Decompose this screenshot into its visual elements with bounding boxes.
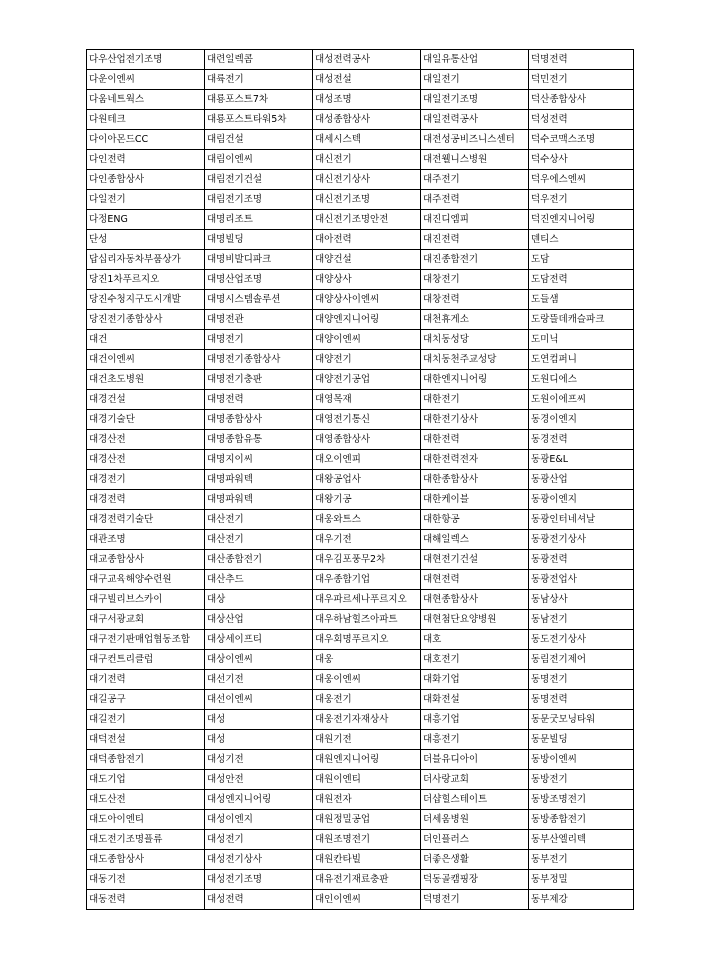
table-row — [87, 250, 634, 270]
table-cell: 답십리자동차부품상가 — [87, 250, 205, 270]
table-cell: 도원디에스 — [529, 370, 634, 390]
table-cell: 대우파르세나푸르지오 — [313, 590, 421, 610]
table-cell: 대천휴게소 — [421, 310, 529, 330]
table-row — [87, 330, 634, 350]
table-cell: 덕성전력 — [529, 110, 634, 130]
table-cell: 대교종합상사 — [87, 550, 205, 570]
table-cell: 대진디엠피 — [421, 210, 529, 230]
table-cell: 대치동천주교성당 — [421, 350, 529, 370]
table-cell: 동문빌딩 — [529, 730, 634, 750]
table-cell: 대건초도병원 — [87, 370, 205, 390]
table-cell: 더샵힐스테이트 — [421, 790, 529, 810]
table-cell: 동광이엔지 — [529, 490, 634, 510]
table-cell: 동광인터네셔날 — [529, 510, 634, 530]
table-cell: 대명산업조명 — [205, 270, 313, 290]
table-cell: 동부산엘리텍 — [529, 830, 634, 850]
table-cell: 대한전기상사 — [421, 410, 529, 430]
table-row — [87, 490, 634, 510]
table-cell: 대양상사이엔씨 — [313, 290, 421, 310]
table-cell: 대원기전 — [313, 730, 421, 750]
table-cell: 대유전기재료충판 — [313, 870, 421, 890]
table-cell: 대오이엔피 — [313, 450, 421, 470]
table-row — [87, 850, 634, 870]
table-cell: 대산추드 — [205, 570, 313, 590]
table-cell: 다움네트웍스 — [87, 90, 205, 110]
table-cell: 대아전력 — [313, 230, 421, 250]
table-row — [87, 350, 634, 370]
table-cell: 동남전기 — [529, 610, 634, 630]
table-cell: 대건이엔씨 — [87, 350, 205, 370]
table-cell: 대명시스템솔루션 — [205, 290, 313, 310]
table-cell: 다운이엔씨 — [87, 70, 205, 90]
table-row — [87, 750, 634, 770]
table-cell: 대우종합기업 — [313, 570, 421, 590]
table-cell: 대웅와트스 — [313, 510, 421, 530]
table-cell: 대덕종합전기 — [87, 750, 205, 770]
table-cell: 대양건설 — [313, 250, 421, 270]
table-row — [87, 670, 634, 690]
table-cell: 대웅 — [313, 650, 421, 670]
table-row — [87, 270, 634, 290]
table-cell: 대림전기조명 — [205, 190, 313, 210]
table-cell: 다인종합상사 — [87, 170, 205, 190]
table-cell: 동광전기상사 — [529, 530, 634, 550]
table-cell: 대룡포스트7차 — [205, 90, 313, 110]
table-cell: 대성전기 — [205, 830, 313, 850]
table-cell: 도들샘 — [529, 290, 634, 310]
table-cell: 동부정밀 — [529, 870, 634, 890]
table-cell: 대명전관 — [205, 310, 313, 330]
table-cell: 대화전설 — [421, 690, 529, 710]
table-cell: 대창전력 — [421, 290, 529, 310]
table-cell: 대양이엔씨 — [313, 330, 421, 350]
table-cell: 도원이에프씨 — [529, 390, 634, 410]
table-row — [87, 390, 634, 410]
table-row — [87, 710, 634, 730]
table-row — [87, 370, 634, 390]
table-cell: 대호전기 — [421, 650, 529, 670]
table-cell: 대구전기판매업협동조합 — [87, 630, 205, 650]
table-cell: 도담전력 — [529, 270, 634, 290]
table-cell: 대명전력 — [205, 390, 313, 410]
table-cell: 대상세이프티 — [205, 630, 313, 650]
table-row — [87, 730, 634, 750]
table-cell: 도미닉 — [529, 330, 634, 350]
table-cell: 동부전기 — [529, 850, 634, 870]
table-cell: 대우김포풍무2차 — [313, 550, 421, 570]
table-cell: 대주전기 — [421, 170, 529, 190]
table-cell: 대명종합상사 — [205, 410, 313, 430]
table-cell: 대경기술단 — [87, 410, 205, 430]
table-cell: 대도산전 — [87, 790, 205, 810]
table-cell: 대원엔지니어링 — [313, 750, 421, 770]
table-cell: 덕수코맥스조명 — [529, 130, 634, 150]
table-cell: 대양상사 — [313, 270, 421, 290]
table-cell: 동광전업사 — [529, 570, 634, 590]
table-row — [87, 90, 634, 110]
table-cell: 대관조명 — [87, 530, 205, 550]
table-cell: 대경전력 — [87, 490, 205, 510]
table-cell: 대주전력 — [421, 190, 529, 210]
table-cell: 대명파워텍 — [205, 490, 313, 510]
table-cell: 대성안전 — [205, 770, 313, 790]
table-cell: 대명리조트 — [205, 210, 313, 230]
table-cell: 대웅이엔씨 — [313, 670, 421, 690]
table-cell: 대선이엔씨 — [205, 690, 313, 710]
table-cell: 대련일렉콤 — [205, 50, 313, 70]
table-row — [87, 150, 634, 170]
table-row — [87, 310, 634, 330]
table-cell: 더좋은생활 — [421, 850, 529, 870]
table-cell: 대왕공업사 — [313, 470, 421, 490]
table-cell: 대길공구 — [87, 690, 205, 710]
table-row — [87, 690, 634, 710]
table-row — [87, 170, 634, 190]
table-cell: 다이아몬드CC — [87, 130, 205, 150]
company-table — [86, 49, 634, 910]
table-cell: 대한엔지니어링 — [421, 370, 529, 390]
table-cell: 대건 — [87, 330, 205, 350]
table-row — [87, 230, 634, 250]
table-cell: 대구교육해양수련원 — [87, 570, 205, 590]
table-row — [87, 190, 634, 210]
table-cell: 대상 — [205, 590, 313, 610]
table-cell: 동문굿모닝타워 — [529, 710, 634, 730]
table-cell: 대구서광교회 — [87, 610, 205, 630]
table-row — [87, 590, 634, 610]
table-cell: 동방전기 — [529, 770, 634, 790]
table-cell: 대동전력 — [87, 890, 205, 910]
table-cell: 다원테크 — [87, 110, 205, 130]
table-row — [87, 110, 634, 130]
table-cell: 더세움병원 — [421, 810, 529, 830]
table-cell: 대명비발디파크 — [205, 250, 313, 270]
table-cell: 대도아이엔티 — [87, 810, 205, 830]
table-cell: 동광산업 — [529, 470, 634, 490]
table-cell: 더인플러스 — [421, 830, 529, 850]
table-cell: 덕우에스엔씨 — [529, 170, 634, 190]
table-row — [87, 830, 634, 850]
table-cell: 대현전기건설 — [421, 550, 529, 570]
table-cell: 대성엔지니어링 — [205, 790, 313, 810]
table-cell: 더블유디아이 — [421, 750, 529, 770]
table-cell: 당진1차푸르지오 — [87, 270, 205, 290]
table-cell: 대우회명푸르지오 — [313, 630, 421, 650]
table-cell: 동경이엔지 — [529, 410, 634, 430]
table-cell: 대화기업 — [421, 670, 529, 690]
table-cell: 다정ENG — [87, 210, 205, 230]
table-cell: 대구컨트리클럽 — [87, 650, 205, 670]
table-cell: 대한전력전자 — [421, 450, 529, 470]
table-cell: 대신전기조명 — [313, 190, 421, 210]
table-cell: 대도종합상사 — [87, 850, 205, 870]
table-cell: 대현종합상사 — [421, 590, 529, 610]
table-cell: 덕민전기 — [529, 70, 634, 90]
table-cell: 동경전력 — [529, 430, 634, 450]
table-cell: 대성전기상사 — [205, 850, 313, 870]
table-cell: 대성이엔지 — [205, 810, 313, 830]
table-row — [87, 290, 634, 310]
table-cell: 단성 — [87, 230, 205, 250]
table-cell: 다인전력 — [87, 150, 205, 170]
table-cell: 덕명전력 — [529, 50, 634, 70]
table-row — [87, 890, 634, 910]
table-cell: 대산종합전기 — [205, 550, 313, 570]
table-row — [87, 870, 634, 890]
table-cell: 대구빌리브스카이 — [87, 590, 205, 610]
table-cell: 대왕기공 — [313, 490, 421, 510]
table-cell: 대세시스텍 — [313, 130, 421, 150]
table-cell: 대상산업 — [205, 610, 313, 630]
table-cell: 도연컴퍼니 — [529, 350, 634, 370]
table-cell: 대우기전 — [313, 530, 421, 550]
table-cell: 대인이엔씨 — [313, 890, 421, 910]
table-cell: 대성기전 — [205, 750, 313, 770]
table-cell: 대성종합상사 — [313, 110, 421, 130]
table-cell: 대기전력 — [87, 670, 205, 690]
table-cell: 대림이엔씨 — [205, 150, 313, 170]
table-cell: 대룡포스트타워5차 — [205, 110, 313, 130]
table-cell: 대명파워텍 — [205, 470, 313, 490]
table-cell: 대치동성당 — [421, 330, 529, 350]
table-row — [87, 550, 634, 570]
table-row — [87, 450, 634, 470]
table-cell: 대명전기종합상사 — [205, 350, 313, 370]
table-cell: 대명전기 — [205, 330, 313, 350]
table-cell: 동부제강 — [529, 890, 634, 910]
table-cell: 대도기업 — [87, 770, 205, 790]
table-cell: 대신전기조명안전 — [313, 210, 421, 230]
table-cell: 대영종합상사 — [313, 430, 421, 450]
table-row — [87, 790, 634, 810]
table-cell: 대원조명전기 — [313, 830, 421, 850]
table-cell: 동광전력 — [529, 550, 634, 570]
table-cell: 대림전기건설 — [205, 170, 313, 190]
table-cell: 대신전기상사 — [313, 170, 421, 190]
table-cell: 대영전기통신 — [313, 410, 421, 430]
table-row — [87, 70, 634, 90]
table-cell: 대진종합전기 — [421, 250, 529, 270]
table-cell: 대호 — [421, 630, 529, 650]
table-cell: 대신전기 — [313, 150, 421, 170]
table-cell: 대흥전기 — [421, 730, 529, 750]
table-cell: 동방이엔씨 — [529, 750, 634, 770]
table-cell: 동방종합전기 — [529, 810, 634, 830]
table-cell: 동방조명전기 — [529, 790, 634, 810]
table-row — [87, 570, 634, 590]
table-cell: 덴티스 — [529, 230, 634, 250]
table-cell: 대상이엔씨 — [205, 650, 313, 670]
table-cell: 대창전기 — [421, 270, 529, 290]
table-cell: 대명지이씨 — [205, 450, 313, 470]
table-cell: 대륙전기 — [205, 70, 313, 90]
table-cell: 덕우전기 — [529, 190, 634, 210]
table-cell: 대전웰니스병원 — [421, 150, 529, 170]
table-cell: 대우하남힐즈아파트 — [313, 610, 421, 630]
table-cell: 대성전설 — [313, 70, 421, 90]
table-row — [87, 510, 634, 530]
table-row — [87, 210, 634, 230]
table-cell: 대한전력 — [421, 430, 529, 450]
table-cell: 동광E&L — [529, 450, 634, 470]
table-cell: 대경산전 — [87, 450, 205, 470]
table-row — [87, 50, 634, 70]
table-cell: 대경산전 — [87, 430, 205, 450]
table-row — [87, 410, 634, 430]
table-row — [87, 610, 634, 630]
table-cell: 대성 — [205, 710, 313, 730]
table-cell: 대진전력 — [421, 230, 529, 250]
table-cell: 대한종합상사 — [421, 470, 529, 490]
table-cell: 대성 — [205, 730, 313, 750]
table-cell: 대웅전기자재상사 — [313, 710, 421, 730]
table-cell: 대해일렉스 — [421, 530, 529, 550]
table-row — [87, 130, 634, 150]
table-row — [87, 650, 634, 670]
table-cell: 대산전기 — [205, 510, 313, 530]
table-cell: 대명전기충판 — [205, 370, 313, 390]
table-cell: 동명전력 — [529, 690, 634, 710]
table-cell: 대양전기공업 — [313, 370, 421, 390]
table-cell: 대원전자 — [313, 790, 421, 810]
table-cell: 덕동골캠핑장 — [421, 870, 529, 890]
table-cell: 더사랑교회 — [421, 770, 529, 790]
table-cell: 대전성공비즈니스센터 — [421, 130, 529, 150]
table-cell: 대동기전 — [87, 870, 205, 890]
table-cell: 대성전력 — [205, 890, 313, 910]
table-cell: 대원칸타빌 — [313, 850, 421, 870]
table-cell: 덕진엔지니어링 — [529, 210, 634, 230]
table-row — [87, 810, 634, 830]
table-cell: 도랑뜰데캐슬파크 — [529, 310, 634, 330]
table-cell: 동림전기제어 — [529, 650, 634, 670]
table-cell: 대성전기조명 — [205, 870, 313, 890]
table-cell: 대흥기업 — [421, 710, 529, 730]
table-row — [87, 530, 634, 550]
table-cell: 동명전기 — [529, 670, 634, 690]
table-cell: 대덕전설 — [87, 730, 205, 750]
table-cell: 대선기전 — [205, 670, 313, 690]
table-cell: 대일전력공사 — [421, 110, 529, 130]
table-cell: 대성전력공사 — [313, 50, 421, 70]
table-cell: 대경건설 — [87, 390, 205, 410]
table-cell: 대웅전기 — [313, 690, 421, 710]
table-cell: 대일유통산업 — [421, 50, 529, 70]
table-row — [87, 430, 634, 450]
table-cell: 대원이엔티 — [313, 770, 421, 790]
table-cell: 대양전기 — [313, 350, 421, 370]
table-cell: 도담 — [529, 250, 634, 270]
table-cell: 대림건설 — [205, 130, 313, 150]
table-cell: 덕명전기 — [421, 890, 529, 910]
table-cell: 대영목재 — [313, 390, 421, 410]
table-cell: 대도전기조명플류 — [87, 830, 205, 850]
table-row — [87, 470, 634, 490]
table-cell: 당진전기종합상사 — [87, 310, 205, 330]
table-cell: 대현첨단요양병원 — [421, 610, 529, 630]
table-cell: 동남상사 — [529, 590, 634, 610]
table-cell: 덕수상사 — [529, 150, 634, 170]
table-cell: 대경전력기술단 — [87, 510, 205, 530]
table-cell: 대성조명 — [313, 90, 421, 110]
table-cell: 대일전기 — [421, 70, 529, 90]
table-cell: 덕산종합상사 — [529, 90, 634, 110]
table-row — [87, 630, 634, 650]
table-cell: 대한전기 — [421, 390, 529, 410]
table-cell: 대명종합유통 — [205, 430, 313, 450]
table-cell: 다일전기 — [87, 190, 205, 210]
table-cell: 대원정밀공업 — [313, 810, 421, 830]
table-row — [87, 770, 634, 790]
table-cell: 대명빌딩 — [205, 230, 313, 250]
table-cell: 대일전기조명 — [421, 90, 529, 110]
table-cell: 다우산업전기조명 — [87, 50, 205, 70]
table-cell: 대양엔지니어링 — [313, 310, 421, 330]
table-cell: 대한케이블 — [421, 490, 529, 510]
table-cell: 대길전기 — [87, 710, 205, 730]
table-cell: 동도전기상사 — [529, 630, 634, 650]
company-table-body — [87, 50, 634, 910]
table-cell: 대산전기 — [205, 530, 313, 550]
table-cell: 대현전력 — [421, 570, 529, 590]
table-cell: 당진수청지구도시개발 — [87, 290, 205, 310]
table-cell: 대한항공 — [421, 510, 529, 530]
table-cell: 대경전기 — [87, 470, 205, 490]
